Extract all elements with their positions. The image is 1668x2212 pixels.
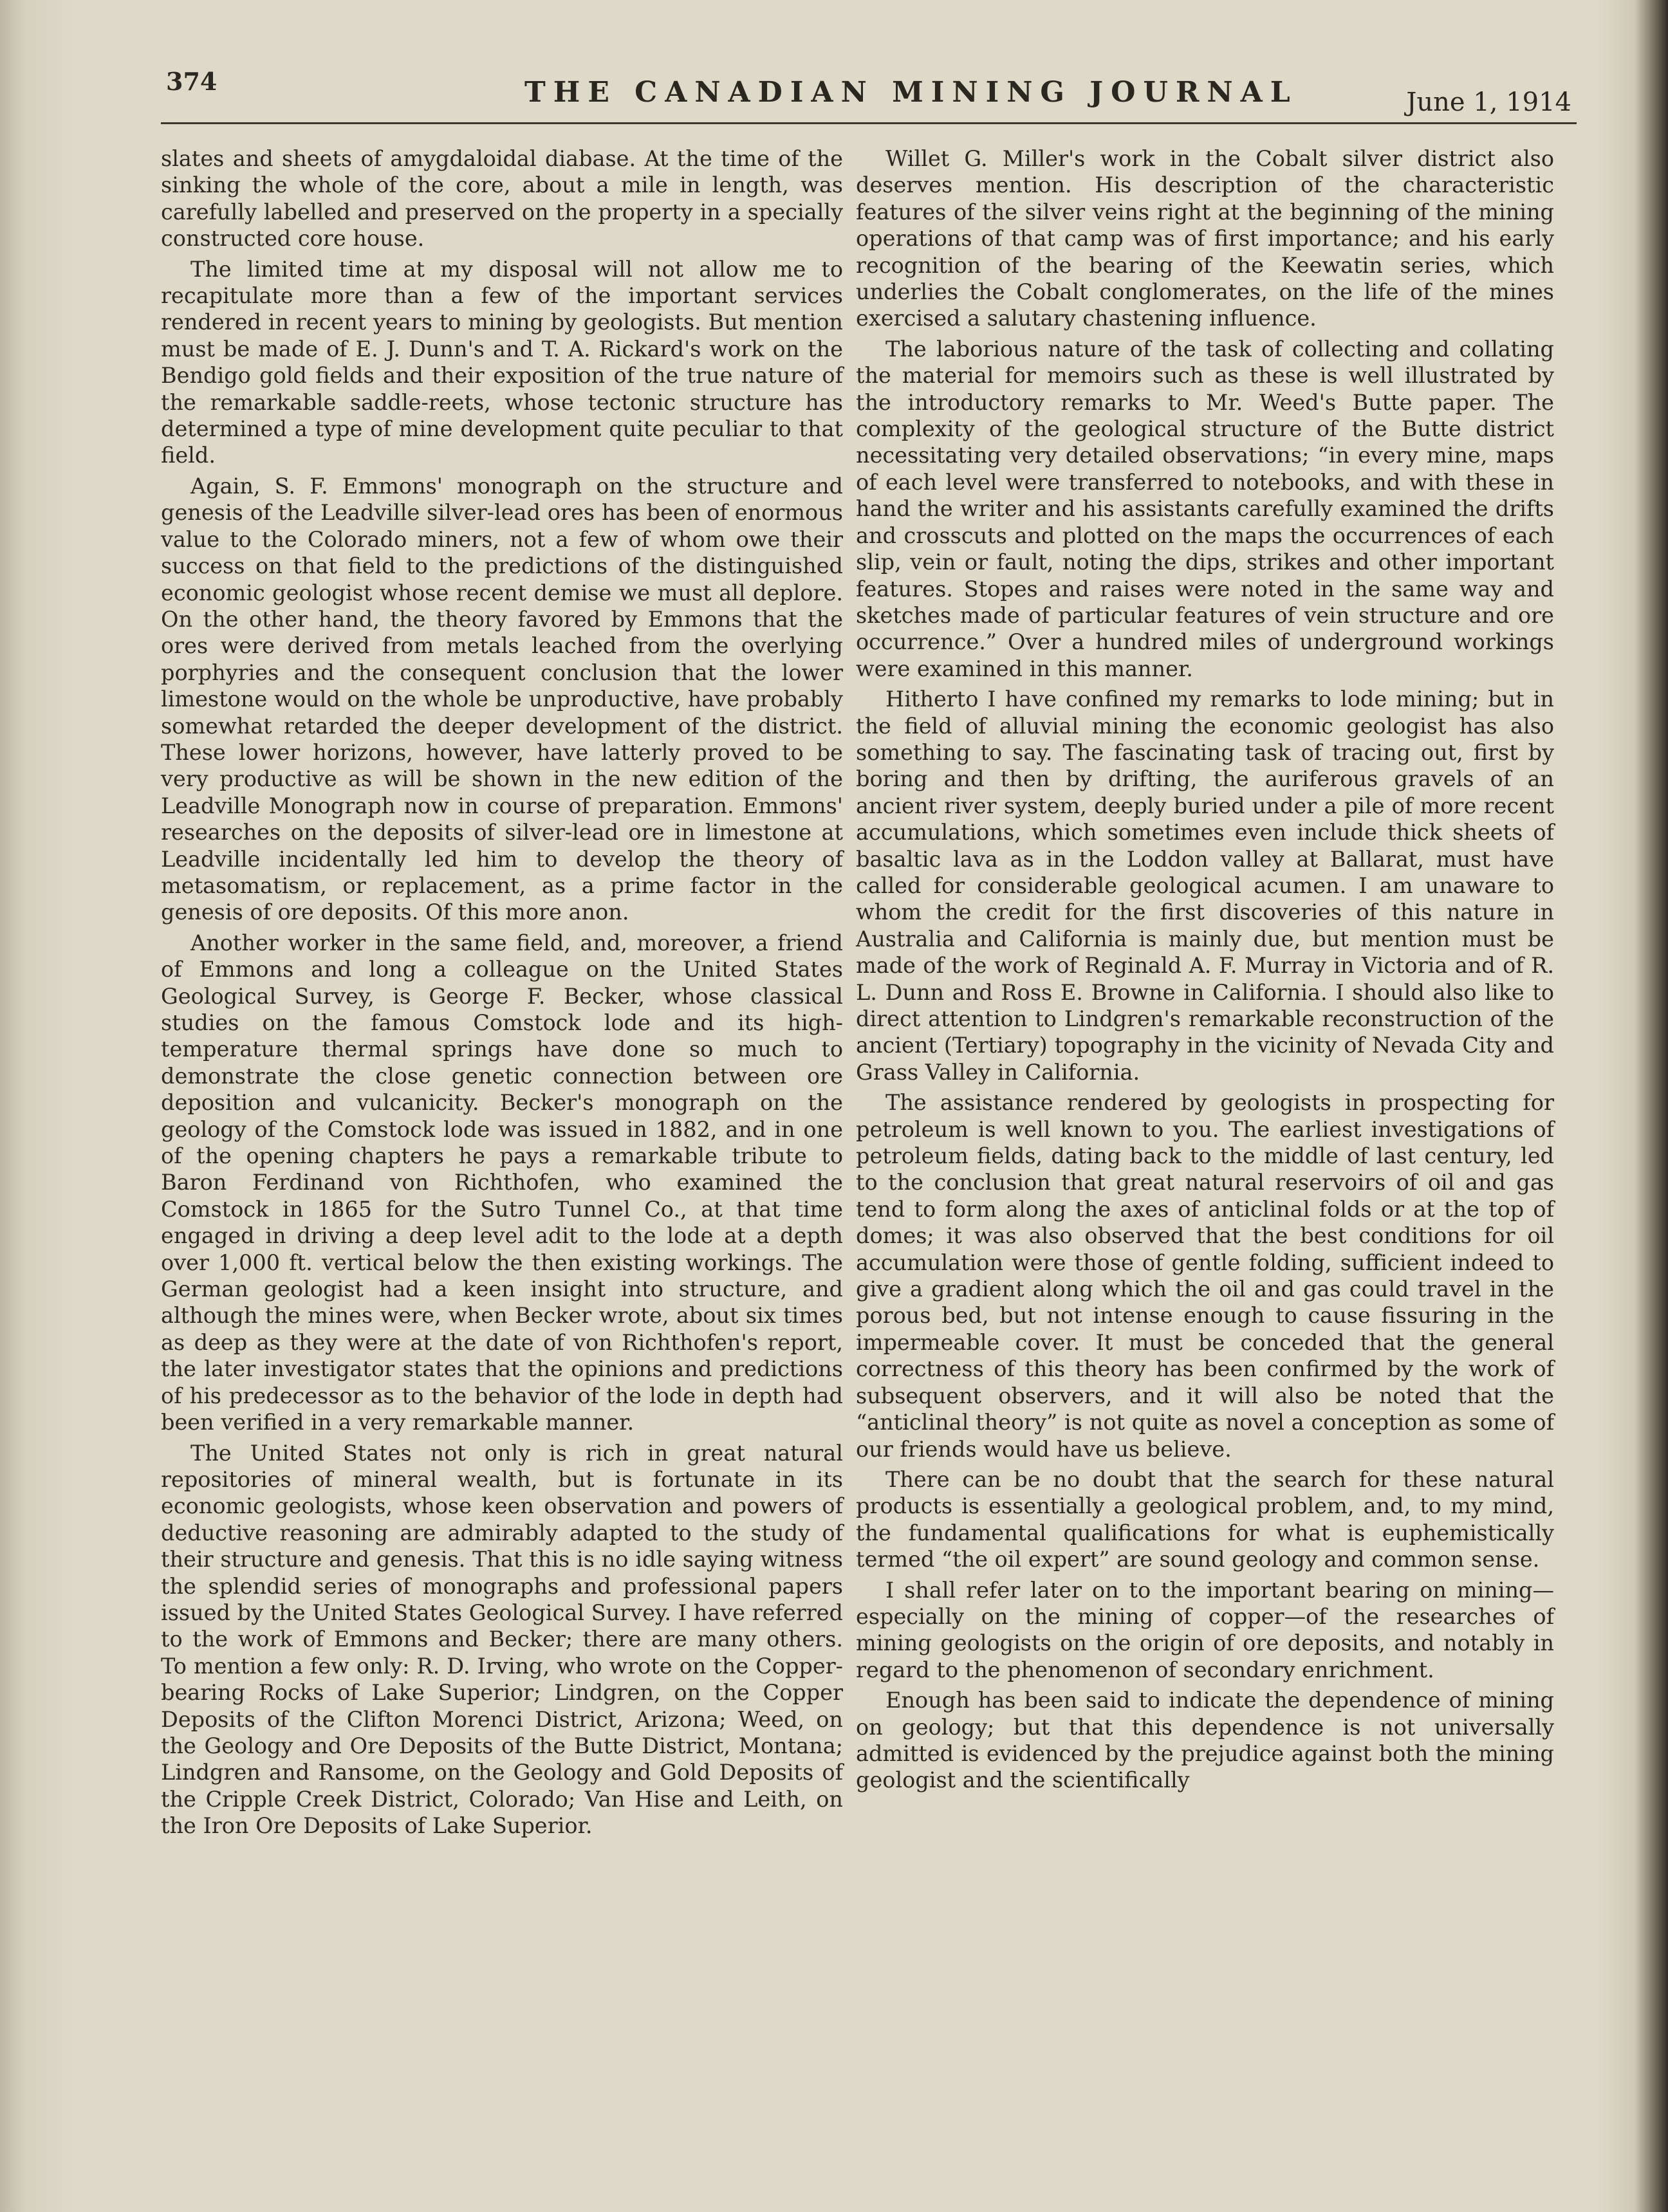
issue-date: June 1, 1914 [1406, 88, 1571, 117]
paragraph: Another worker in the same field, and, moreover, a friend of Emmons and long a colleague on the United States Geological Survey, is George F. Becker, whose classical studies on the famous Comstock lode and its high-temperature thermal springs have done so much to demonstrate the close genetic connection between ore deposition and vulcanicity. Becker's monograph on the geology of the Comstock lode was issued in 1882, and in one of the opening chapters he pays a remarkable tribute to Baron Ferdinand von Richthofen, who examined the Comstock in 1865 for the Sutro Tunnel Co., at that time engaged in driving a deep level adit to the lode at a depth over 1,000 ft. vertical below the then existing workings. The German geologist had a keen insight into structure, and although the mines were, when Becker wrote, about six times as deep as they were at the date of von Richthofen's report, the later investigator states that the opinions and predictions of his predecessor as to the behavior of the lode in depth had been verified in a very remarkable manner. [161, 930, 843, 1435]
paragraph: The limited time at my disposal will not allow me to recapitulate more than a few of the important services rendered in recent years to mining by geologists. But mention must be made of E. J. Dunn's and T. A. Rickard's work on the Bendigo gold fields and their exposition of the true nature of the remarkable saddle-reets, whose tectonic structure has determined a type of mine development quite peculiar to that field. [161, 256, 843, 468]
left-column [161, 145, 843, 1843]
paragraph: The assistance rendered by geologists in prospecting for petroleum is well known to you. The earliest investigations of petroleum fields, dating back to the middle of last century, led to the conclusion that great natural reservoirs of oil and gas tend to form along the axes of anticlinal folds or at the top of domes; it was also observed that the best conditions for oil accumulation were those of gentle folding, sufficient indeed to give a gradient along which the oil and gas could travel in the porous bed, but not intense enough to cause fissuring in the impermeable cover. It must be conceded that the general correctness of this theory has been confirmed by the work of subsequent observers, and it will also be noted that the “anticlinal theory” is not quite as novel a conception as some of our friends would have us believe. [856, 1090, 1554, 1462]
paragraph: The United States not only is rich in great natural repositories of mineral wealth, but is fortunate in its economic geologists, whose keen observation and powers of deductive reasoning are admirably adapted to the study of their structure and genesis. That this is no idle saying witness the splendid series of monographs and professional papers issued by the United States Geological Survey. I have referred to the work of Emmons and Becker; there are many others. To mention a few only: R. D. Irving, who wrote on the Copper-bearing Rocks of Lake Superior; Lindgren, on the Copper Deposits of the Clifton Morenci District, Arizona; Weed, on the Geology and Ore Deposits of the Butte District, Montana; Lindgren and Ransome, on the Geology and Gold Deposits of the Cripple Creek District, Colorado; Van Hise and Leith, on the Iron Ore Deposits of Lake Superior. [161, 1440, 843, 1839]
right-column [856, 145, 1554, 1798]
page-number: 374 [166, 67, 218, 96]
paragraph: Again, S. F. Emmons' monograph on the structure and genesis of the Leadville silver-lead ores has been of enormous value to the Colorado miners, not a few of whom owe their success on that field to the predictions of the distinguished economic geologist whose recent demise we must all deplore. On the other hand, the theory favored by Emmons that the ores were derived from metals leached from the overlying porphyries and the consequent conclusion that the lower limestone would on the whole be unproductive, have probably somewhat retarded the deeper development of the district. These lower horizons, however, have latterly proved to be very productive as will be shown in the new edition of the Leadville Monograph now in course of preparation. Emmons' researches on the deposits of silver-lead ore in limestone at Leadville incidentally led him to develop the theory of metasomatism, or replacement, as a prime factor in the genesis of ore deposits. Of this more anon. [161, 473, 843, 925]
paragraph: Enough has been said to indicate the dependence of mining on geology; but that this dependence is not universally admitted is evidenced by the prejudice against both the mining geologist and the scientifically [856, 1688, 1554, 1793]
paragraph: There can be no doubt that the search for these natural products is essentially a geological problem, and, to my mind, the fundamental qualifications for what is euphemistically termed “the oil expert” are sound geology and common sense. [856, 1466, 1554, 1572]
paragraph: Hitherto I have confined my remarks to lode mining; but in the field of alluvial mining the economic geologist has also something to say. The fascinating task of tracing out, first by boring and then by drifting, the auriferous gravels of an ancient river system, deeply buried under a pile of more recent accumulations, which sometimes even include thick sheets of basaltic lava as in the Loddon valley at Ballarat, must have called for considerable geological acumen. I am unaware to whom the credit for the first discoveries of this nature in Australia and California is mainly due, but mention must be made of the work of Reginald A. F. Murray in Victoria and of R. L. Dunn and Ross E. Browne in California. I should also like to direct attention to Lindgren's remarkable reconstruction of the ancient (Tertiary) topography in the vicinity of Nevada City and Grass Valley in California. [856, 687, 1554, 1085]
journal-title: THE CANADIAN MINING JOURNAL [524, 76, 1298, 109]
paragraph: The laborious nature of the task of collecting and collating the material for memoirs such as these is well illustrated by the introductory remarks to Mr. Weed's Butte paper. The complexity of the geological structure of the Butte district necessitating very detailed observations; “in every mine, maps of each level were transferred to notebooks, and with these in hand the writer and his assistants carefully examined the drifts and crosscuts and plotted on the maps the occurrences of each slip, vein or fault, noting the dips, strikes and other important features. Stopes and raises were noted in the same way and sketches made of particular features of vein structure and ore occurrence.” Over a hundred miles of underground workings were examined in this manner. [856, 336, 1554, 681]
paragraph: slates and sheets of amygdaloidal diabase. At the time of the sinking the whole of the core, about a mile in length, was carefully labelled and preserved on the property in a specially constructed core house. [161, 146, 843, 252]
page-header [161, 64, 1577, 124]
paragraph: Willet G. Miller's work in the Cobalt silver district also deserves mention. His description of the characteristic features of the silver veins right at the beginning of the mining operations of that camp was of first importance; and his early recognition of the bearing of the Keewatin series, which underlies the Cobalt conglomerates, on the life of the mines exercised a salutary chastening influence. [856, 146, 1554, 331]
paragraph: I shall refer later on to the important bearing on mining—especially on the mining of copper—of the researches of mining geologists on the origin of ore deposits, and notably in regard to the phenomenon of secondary enrichment. [856, 1577, 1554, 1682]
